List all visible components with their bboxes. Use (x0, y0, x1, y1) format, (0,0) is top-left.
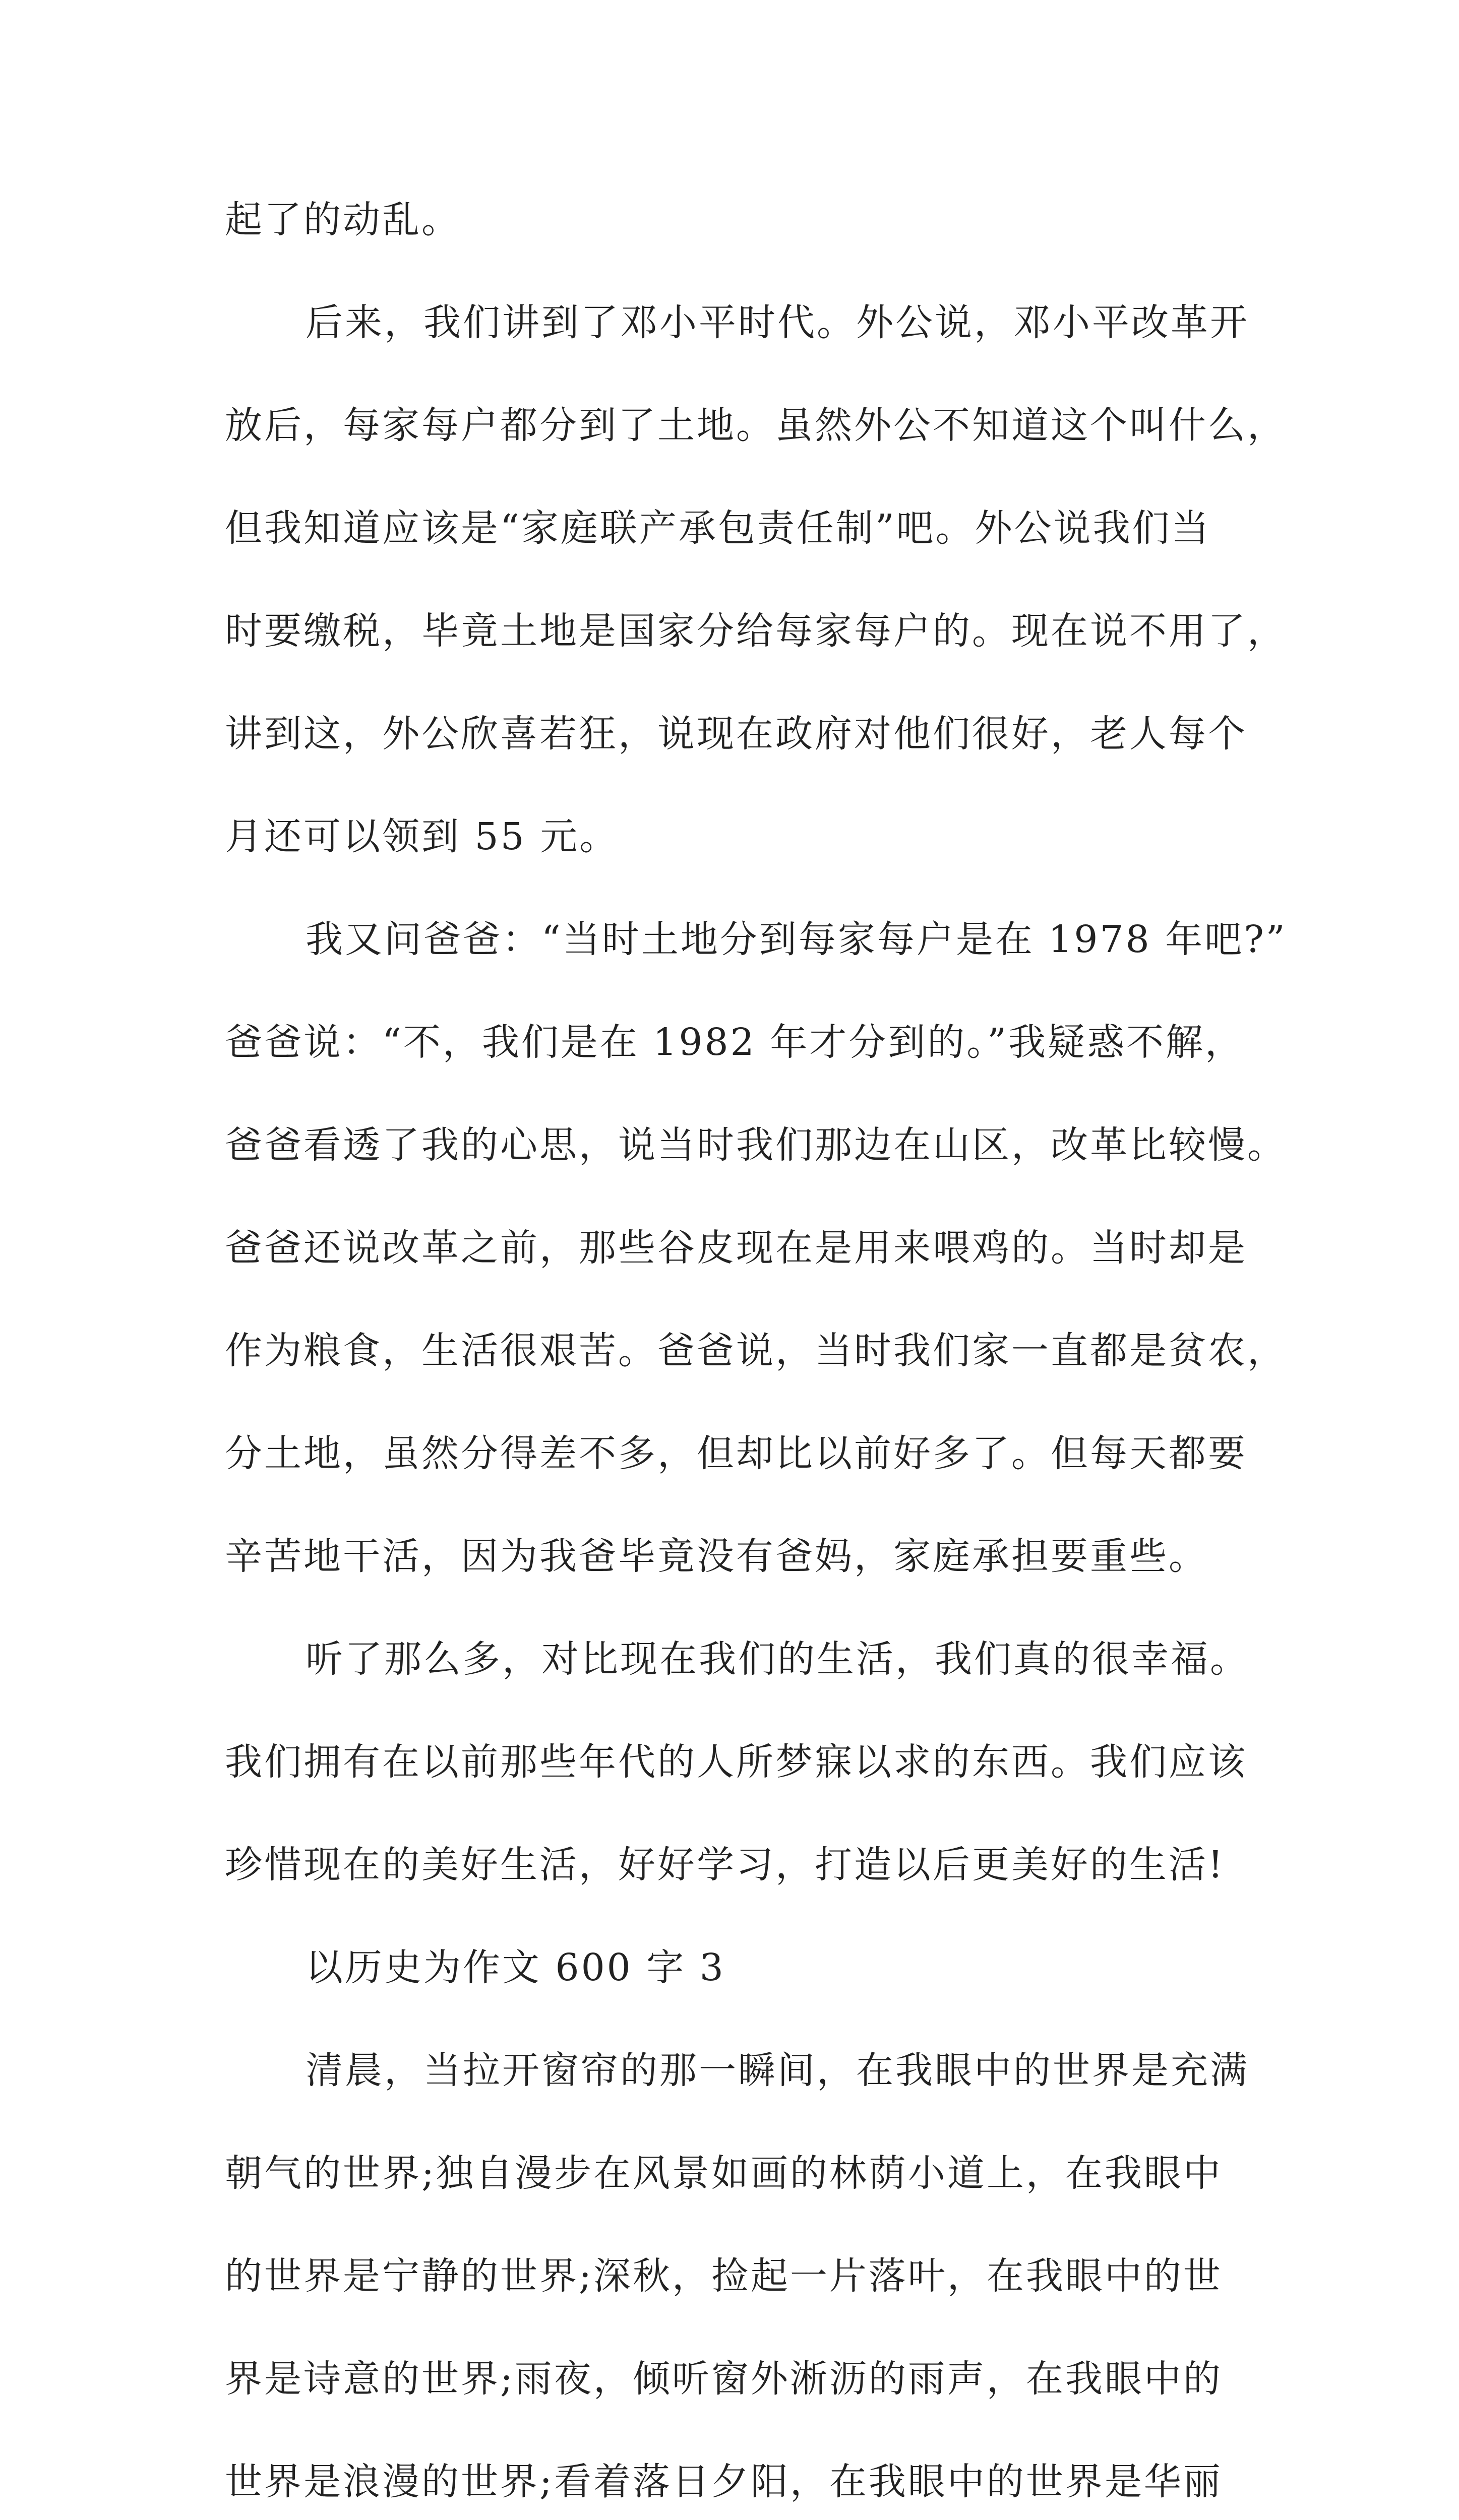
text-line: 作为粮食，生活很艰苦。爸爸说，当时我们家一直都是贫农， (225, 1329, 1287, 1372)
text-line: 辛苦地干活，因为我爸毕竟没有爸妈，家庭承担要重些。 (225, 1535, 1208, 1578)
text-line: 但我知道应该是“家庭联产承包责任制”吧。外公说我们当 (225, 507, 1211, 550)
text-line: 爸爸还说改革之前，那些谷皮现在是用来喂鸡的。当时却是 (225, 1226, 1247, 1270)
text-line: 听了那么多，对比现在我们的生活，我们真的很幸福。 (306, 1637, 1249, 1681)
text-line: 爸爸说：“不，我们是在 1982 年才分到的。”我疑惑不解， (225, 1021, 1245, 1064)
text-line: 世界是浪漫的世界;看着落日夕阳，在我眼中的世界是华丽 (225, 2460, 1223, 2503)
text-line: 的世界是宁静的世界;深秋，捡起一片落叶，在我眼中的世 (225, 2254, 1223, 2298)
text-line: 爸爸看透了我的心思，说当时我们那边在山区，改革比较慢。 (225, 1123, 1287, 1167)
text-line: 分土地，虽然分得差不多，但却比以前好多了。但每天都要 (225, 1432, 1247, 1475)
text-line: 朝气的世界;独自漫步在风景如画的林荫小道上，在我眼中 (225, 2152, 1223, 2195)
text-line: 放后，每家每户都分到了土地。虽然外公不知道这个叫什么， (225, 404, 1287, 447)
text-line: 界是诗意的世界;雨夜，倾听窗外淅沥的雨声，在我眼中的 (225, 2357, 1223, 2401)
text-line: 清晨，当拉开窗帘的那一瞬间，在我眼中的世界是充满 (306, 2049, 1249, 2092)
text-line: 月还可以领到 55 元。 (225, 815, 619, 858)
text-line: 我又问爸爸：“当时土地分到每家每户是在 1978 年吧?” (306, 918, 1287, 961)
text-line: 讲到这，外公欣喜若狂，说现在政府对他们很好，老人每个 (225, 712, 1247, 755)
text-line: 以历史为作文 600 字 3 (306, 1946, 725, 1989)
text-line: 珍惜现在的美好生活，好好学习，打造以后更美好的生活! (225, 1843, 1225, 1886)
text-line: 后来，我们讲到了邓小平时代。外公说，邓小平改革开 (306, 301, 1249, 344)
text-line: 时要缴税，毕竟土地是国家分给每家每户的。现在说不用了， (225, 609, 1287, 653)
text-line: 起了的动乱。 (225, 198, 461, 241)
body-text (225, 168, 1287, 2520)
text-line: 我们拥有在以前那些年代的人所梦寐以求的东西。我们应该 (225, 1740, 1247, 1784)
